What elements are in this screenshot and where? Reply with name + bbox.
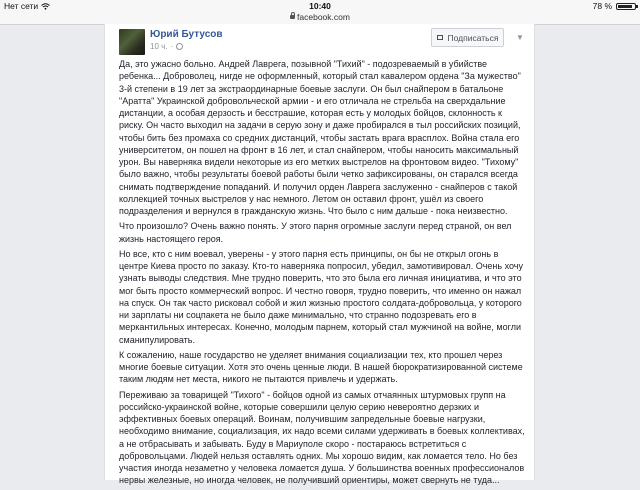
battery-percent: 78 % bbox=[592, 1, 612, 11]
post-paragraph: Переживаю за товарищей "Тихого" - бойцов одной из самых отчаянных штурмовых групп на российско-украинской войне, которые совершили целую серию невероятно дерзких и эффективных боевых операций. Воинам, получившим запредельные боевые нагрузки, необходимо внимание, социализация, их надо всеми силами удерживать в боевых коллективах, а не отбрасывать и забывать. Буду в Мариуполе скоро - постараюсь встретиться с добровольцами. Людей нельзя оставлять одних. Мы хорошо видим, как ломается тело. Но без участия иногда незаметно у человека ломается душа. У большинства военных профессионалов нервы железные, но иногда человек, не получивший ориентиры, может свернуть не туда... bbox=[119, 389, 525, 486]
subscribe-label: Подписаться bbox=[447, 32, 499, 43]
lock-icon bbox=[290, 15, 295, 19]
post-card bbox=[104, 24, 535, 486]
status-bar bbox=[0, 0, 640, 12]
post-body bbox=[119, 58, 529, 490]
clock: 10:40 bbox=[309, 1, 331, 11]
post-paragraph: Но все, кто с ним воевал, уверены - у этого парня есть принципы, он бы не открыл огонь в центре Киева просто по заказу. Кто-то наверняка попросил, убедил, замотивировал. Очень хочу узнать выводы следствия. Мне трудно поверить, что это была его личная инициатива, и что это мог быть просто коммерческий вопрос. И честно говоря, трудно поверить, что именно он нажал на спуск. Он так часто рисковал собой и жил жизнью простого солдата-добровольца, у которого ни зарплаты ни соцпакета не было даже минимально, что странно подозревать его в меркантильных интересах. Конечно, молодым парнем, который стал мужчиной на войне, могли сманипулировать. bbox=[119, 248, 523, 345]
post-paragraph: К сожалению, наше государство не уделяет внимания социализации тех, кто прошел через многие боевые ситуации. Хотя это очень ценные люди. В нашей бюрократизированной системе таким людям нет места, никого не пытаются привлечь и удержать. bbox=[119, 349, 523, 385]
avatar[interactable] bbox=[119, 29, 145, 55]
subscribe-button[interactable] bbox=[431, 28, 504, 47]
post-meta bbox=[150, 42, 183, 51]
post-author[interactable]: Юрий Бутусов bbox=[150, 29, 223, 40]
post-paragraph: Что произошло? Очень важно понять. У этого парня огромные заслуги перед страной, он вел жизнь настоящего героя. bbox=[119, 221, 512, 244]
globe-icon bbox=[176, 43, 183, 50]
post-time[interactable]: 10 ч. bbox=[150, 42, 168, 51]
post-paragraph: Да, это ужасно больно. Андрей Лаврега, позывной "Тихий" - подозреваемый в убийстве ребенка... Доброволец, нигде не оформленный, который стал кавалером ордена "За мужество" 3-й степени в 19 лет за экстраординарные боевые заслуги. Он был снайпером в батальоне "Аратта" Украинской добровольческой армии - и его отличала не стрельба на сверхдальние дистанции, а особая дерзость и бесстрашие, которая есть у молодых бойцов, склонность к риску. Он часто выходил на задачи в серую зону и даже пробирался в тыл российских позиций, чтобы бить без промаха со средних дистанций, чтобы застать врага врасплох. Война стала его университетом, он пошел на фронт в 16 лет, и стал снайпером, чтобы наносить максимальный урон. Вы наверняка видели некоторые из его метких выстрелов на фронтовом видео. "Тихому" было важно, чтобы результаты боевой работы были четко зафиксированы, он старался всегда снимать подтверждение попаданий. И получил орден Лаврега заслуженно - снайперов с такой коллекцией точных выстрелов у нас немного. Летом он оставил фронт, ушёл из своего подразделения и вернулся в гражданскую жизнь. Что было с ним дальше - пока неизвестно. bbox=[119, 59, 521, 216]
separator-dot: · bbox=[170, 42, 174, 51]
url-domain: facebook.com bbox=[297, 12, 350, 22]
carrier-label: Нет сети bbox=[4, 1, 39, 11]
battery-icon bbox=[616, 3, 636, 10]
rss-icon bbox=[437, 35, 445, 41]
chevron-down-icon[interactable]: ▼ bbox=[516, 33, 524, 42]
battery-area bbox=[593, 1, 636, 11]
